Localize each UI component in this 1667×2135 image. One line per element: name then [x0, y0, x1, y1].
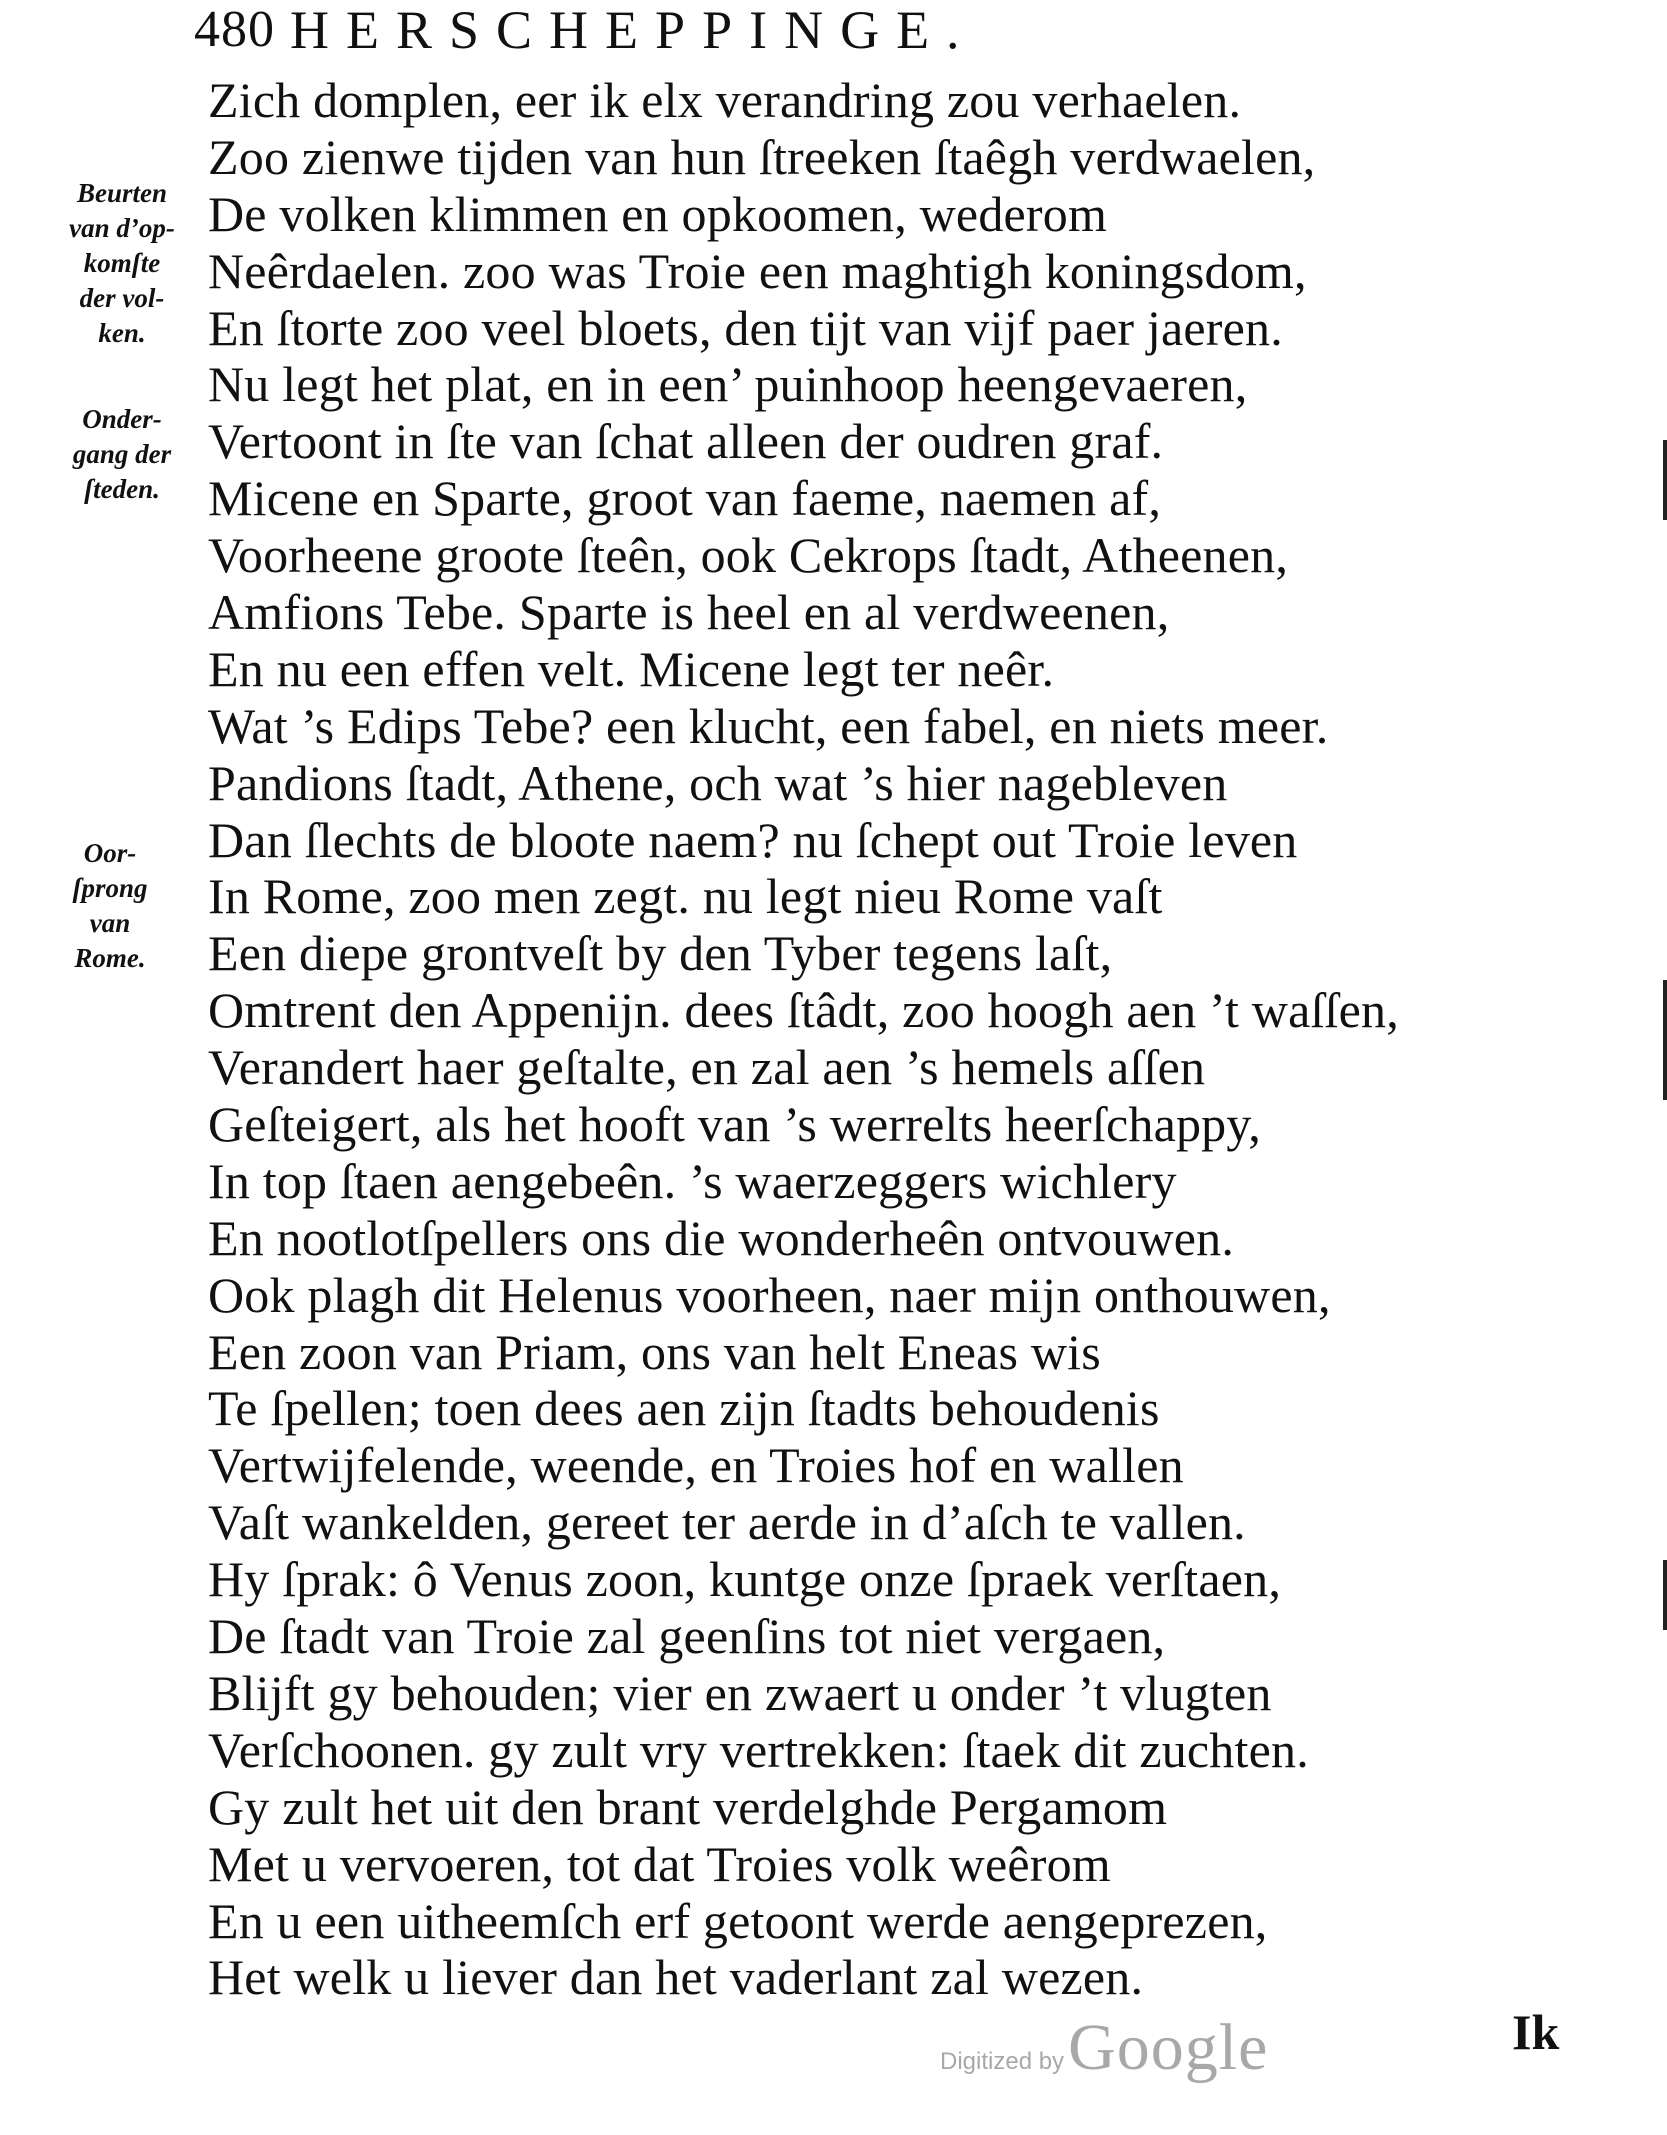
- poem-line: En u een uitheemſch erf getoont werde aengeprezen,: [208, 1892, 1268, 1949]
- poem-line: Hy ſprak: ô Venus zoon, kuntge onze ſpraek verſtaen,: [208, 1551, 1282, 1608]
- poem-line: Verandert haer geſtalte, en zal aen ’s hemels aſſen: [208, 1039, 1206, 1096]
- poem-line: En ſtorte zoo veel bloets, den tijt van vijf paer jaeren.: [208, 299, 1283, 356]
- poem-line: Een zoon van Priam, ons van helt Eneas wis: [208, 1323, 1101, 1380]
- page-number: 480: [194, 1, 275, 58]
- poem-line: Blijft gy behouden; vier en zwaert u onder ’t vlugten: [208, 1664, 1272, 1721]
- poem-line: Zoo zienwe tijden van hun ſtreeken ſtaêgh verdwaelen,: [208, 128, 1316, 185]
- poem-line: Vertoont in ſte van ſchat alleen der oudren graf.: [208, 413, 1164, 470]
- poem-line: Nu legt het plat, en in een’ puinhoop heengevaeren,: [208, 356, 1248, 413]
- poem-line: Een diepe grontveſt by den Tyber tegens laſt,: [208, 925, 1113, 982]
- poem-line: Neêrdaelen. zoo was Troie een maghtigh koningsdom,: [208, 242, 1307, 299]
- poem-line: Met u vervoeren, tot dat Troies volk weêrom: [208, 1835, 1111, 1892]
- poem-line: Zich domplen, eer ik elx verandring zou verhaelen.: [208, 72, 1242, 128]
- google-watermark: [940, 2010, 1268, 2090]
- poem-line: De ſtadt van Troie zal geenſins tot niet vergaen,: [208, 1608, 1166, 1665]
- page-edge-mark: [1663, 440, 1667, 520]
- poem-line: Verſchoonen. gy zult vry vertrekken: ſtaek dit zuchten.: [208, 1721, 1309, 1778]
- poem-line: Vertwijfelende, weende, en Troies hof en wallen: [208, 1437, 1184, 1494]
- poem-line: Pandions ſtadt, Athene, och wat ’s hier nagebleven: [208, 754, 1228, 811]
- poem-line: Gy zult het uit den brant verdelghde Pergamom: [208, 1778, 1168, 1835]
- margin-note-origin-of-rome: Oor- ſprong van Rome.: [72, 838, 148, 973]
- poem-line: In top ſtaen aengebeên. ’s waerzeggers wichlery: [208, 1152, 1177, 1209]
- poem-line: Ook plagh dit Helenus voorheen, naer mijn onthouwen,: [208, 1266, 1331, 1323]
- page-edge-mark: [1663, 980, 1667, 1100]
- poem-line: In Rome, zoo men zegt. nu legt nieu Rome vaſt: [208, 868, 1163, 925]
- catchword: Ik: [1512, 2004, 1560, 2060]
- poem-line: Te ſpellen; toen dees aen zijn ſtadts behoudenis: [208, 1380, 1160, 1437]
- google-logo: Google: [1068, 2011, 1269, 2084]
- poem-line: Vaſt wankelden, gereet ter aerde in d’aſch te vallen.: [208, 1494, 1246, 1551]
- margin-note-turns-of-nations: Beurten van d’op- komſte der vol- ken.: [69, 178, 175, 348]
- poem-line: Amfions Tebe. Sparte is heel en al verdweenen,: [208, 584, 1170, 641]
- poem-line: Het welk u liever dan het vaderlant zal wezen.: [208, 1949, 1144, 2006]
- poem-line: En nootlotſpellers ons die wonderheên ontvouwen.: [208, 1209, 1235, 1266]
- poem-line: Omtrent den Appenijn. dees ſtâdt, zoo hoogh aen ’t waſſen,: [208, 982, 1399, 1039]
- poem-line: Voorheene groote ſteên, ook Cekrops ſtadt, Atheenen,: [208, 527, 1289, 584]
- running-title: HERSCHEPPINGE.: [290, 0, 977, 60]
- poem-line: De volken klimmen en opkoomen, wederom: [208, 185, 1108, 242]
- poem-line: Wat ’s Edips Tebe? een klucht, een fabel, en niets meer.: [208, 697, 1329, 754]
- poem-line: Micene en Sparte, groot van faeme, naemen af,: [208, 470, 1162, 527]
- poem-line: Geſteigert, als het hooft van ’s werrelts heerſchappy,: [208, 1096, 1262, 1153]
- poem-line: Dan ſlechts de bloote naem? nu ſchept out Troie leven: [208, 811, 1298, 868]
- poem-line: En nu een effen velt. Micene legt ter neêr.: [208, 640, 1055, 697]
- margin-note-decline-of-cities: Onder- gang der ſteden.: [72, 404, 172, 504]
- poem-text: [208, 72, 1648, 2006]
- page-edge-mark: [1663, 1560, 1667, 1630]
- watermark-prefix: Digitized by: [940, 2048, 1065, 2075]
